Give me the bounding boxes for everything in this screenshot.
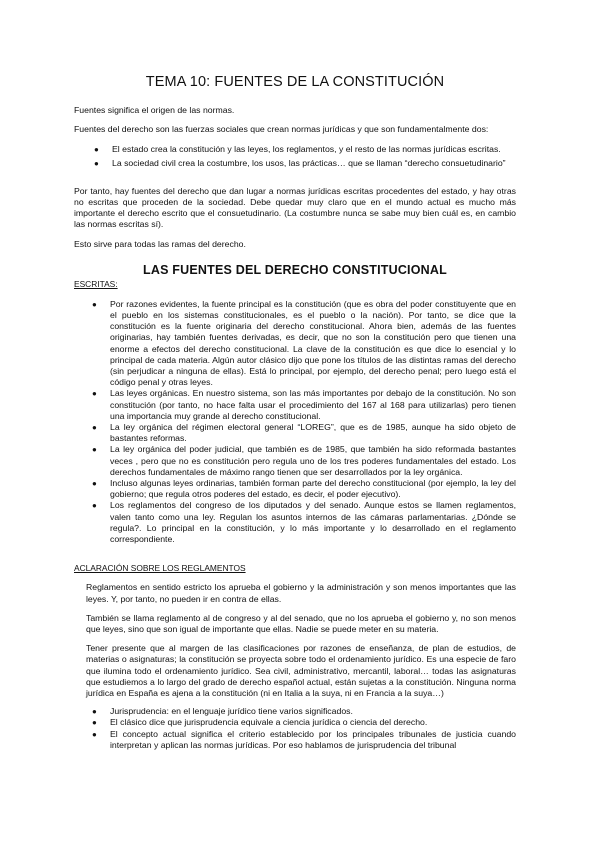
bullet-icon: ● xyxy=(92,718,97,728)
bullet-icon: ● xyxy=(94,145,99,155)
list-item: ● El concepto actual significa el criterio establecido por los principales tribunales de justicia cuando interpretan y aplican las normas jurídicas. Por eso hablamos de jurisprudencia del tribunal xyxy=(92,728,516,750)
reglamentos-heading: ACLARACIÓN SOBRE LOS REGLAMENTOS xyxy=(74,563,246,574)
section-heading: LAS FUENTES DEL DERECHO CONSTITUCIONAL xyxy=(143,262,447,277)
bullet-icon: ● xyxy=(92,501,97,511)
bullet-icon: ● xyxy=(92,479,97,489)
bullet-icon: ● xyxy=(92,707,97,717)
list-item: ● Por razones evidentes, la fuente principal es la constitución (que es obra del poder constituyente que en el pueblo en los sistemas constitucionales, es el pueblo o la nación). Por tanto, se dice que la constitución es la fuente originaria del derecho constitucional. Ahora bien, además de las fuentes originarias, hay también fuentes derivadas, es decir, que no son la constitución pero que tienen una enorme a efectos del derecho constitucional. La clave de la constitución es que dice lo esencial y lo principal de cada materia. Algún autor clásico dijo que pone los títulos de las distintas ramas del derecho (sin perjudicar a ninguna de ellas). Está lo principal, por ejemplo, del derecho penal; pero luego está el código penal y otras leyes. xyxy=(92,298,516,388)
intro-paragraph-1: Fuentes significa el origen de las normas. xyxy=(74,105,235,115)
list-item: ● Jurisprudencia: en el lenguaje jurídico tiene varios significados. xyxy=(92,706,353,717)
bullet-icon: ● xyxy=(94,158,99,168)
reglamentos-paragraph-1: Reglamentos en sentido estricto los aprueba el gobierno y la administración y son menos importantes que las leyes. Y, por tanto, no pueden ir en contra de ellas. xyxy=(86,582,516,604)
list-item: ● La ley orgánica del régimen electoral general “LOREG”, que es de 1985, aunque ha sido objeto de bastantes reformas. xyxy=(92,422,516,444)
intro-paragraph-2: Fuentes del derecho son las fuerzas sociales que crean normas jurídicas y que son fundamentalmente dos: xyxy=(74,124,489,135)
bullet-icon: ● xyxy=(92,729,97,739)
intro-list xyxy=(94,144,516,168)
document-title: TEMA 10: FUENTES DE LA CONSTITUCIÓN xyxy=(145,74,445,90)
list-item: ● El clásico dice que jurisprudencia equivale a ciencia jurídica o ciencia del derecho. xyxy=(92,717,428,728)
reglamentos-paragraph-3: Tener presente que al margen de las clasificaciones por razones de enseñanza, de plan de estudios, de materias o asignaturas; la constitución se proyecta sobre todo el ordenamiento jurídico. Es una especie de faro que ilumina todo el ordenamiento jurídico. Sea civil, administrativo, mercantil, laboral… todas las asignaturas que estudiemos a lo largo del grado de derecho español actual, están sujetas a la constitución. Ninguna norma jurídica en España es ajena a la constitución (ni en Italia a la suya, ni en Francia a la suya…) xyxy=(86,643,516,698)
subsection-label-escritas: ESCRITAS: xyxy=(74,278,118,289)
bullet-icon: ● xyxy=(92,299,97,309)
list-item: ● La sociedad civil crea la costumbre, los usos, las prácticas… que se llaman “derecho consuetudinario” xyxy=(94,157,506,168)
paragraph-fuentes-escritas: Por tanto, hay fuentes del derecho que dan lugar a normas jurídicas escritas procedentes del estado, y hay otras no escritas que proceden de la sociedad. Debe quedar muy claro que en el mundo actual es mucho más importante el derecho escrito que el consuetudinario. (La costumbre nunca se sabe muy bien cuál es, en cambio las normas escritas sí). xyxy=(74,185,516,230)
bullet-icon: ● xyxy=(92,423,97,433)
reglamentos-paragraph-2: También se llama reglamento al de congreso y al del senado, que no los aprueba el gobierno y, no son menos que leyes, sino que son igual de importante que ellas. Nadie se puede meter en su materia. xyxy=(86,612,516,634)
escritas-list xyxy=(92,298,516,545)
list-item: ● El estado crea la constitución y las leyes, los reglamentos, y el resto de las normas jurídicas escritas. xyxy=(94,144,501,155)
bullet-icon: ● xyxy=(92,445,97,455)
list-item: ● Incluso algunas leyes ordinarias, también forman parte del derecho constitucional (por ejemplo, la ley del gobierno; que regula otros poderes del estado, es decir, el poder ejecutivo). xyxy=(92,478,516,500)
bullet-icon: ● xyxy=(92,389,97,399)
jurisprudencia-list xyxy=(92,706,516,751)
list-item: ● La ley orgánica del poder judicial, que también es de 1985, que también ha sido reformada bastantes veces , pero que no es constitución pero regula uno de los tres poderes fundamentales del estado. Los derechos fundamentales de máximo rango tienen que ser desarrollados por la ley orgánica. xyxy=(92,444,516,477)
paragraph-ramas: Esto sirve para todas las ramas del derecho. xyxy=(74,238,246,249)
list-item: ● Los reglamentos del congreso de los diputados y del senado. Aunque estos se llamen reglamentos, valen tanto como una ley. Regulan los asuntos internos de las cámaras parlamentarias. ¿Dónde se regula?. Lo principal en la constitución, y lo más importante y lo desarrollado en el reglamento correspondiente. xyxy=(92,500,516,545)
list-item: ● Las leyes orgánicas. En nuestro sistema, son las más importantes por debajo de la constitución. No son constitución (por tanto, no hace falta usar el procedimiento del 167 al 168 para utilizarlas) pero tienen una importancia muy grande al derecho constitucional. xyxy=(92,388,516,421)
